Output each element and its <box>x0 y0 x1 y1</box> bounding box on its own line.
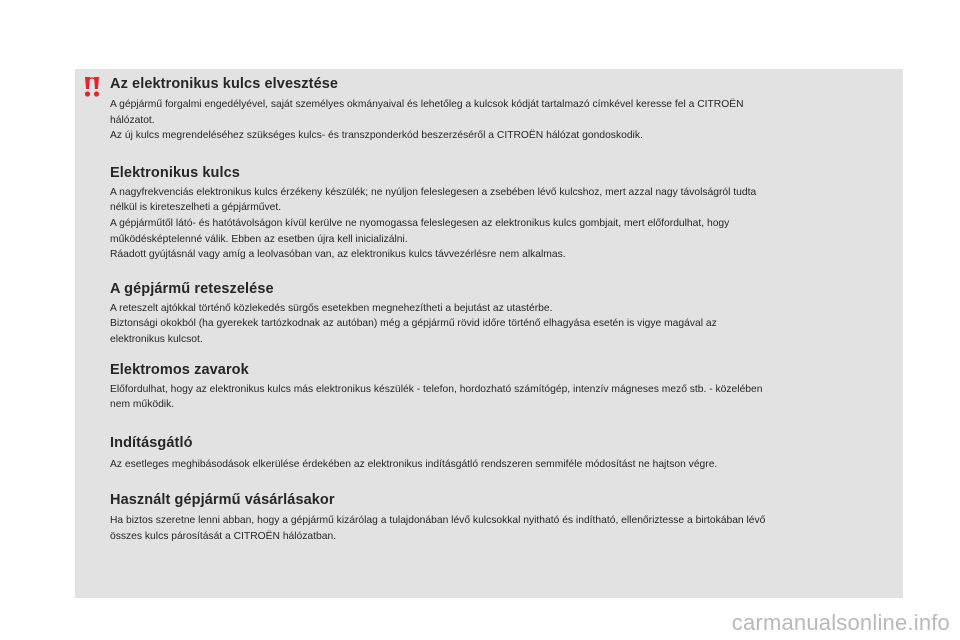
section-title: Elektronikus kulcs <box>110 164 240 181</box>
section-title: Az elektronikus kulcs elvesztése <box>110 76 339 92</box>
paragraph-line: hálózatot. <box>110 114 155 126</box>
paragraph-line: Az új kulcs megrendeléséhez szükséges kulcs- és transzponderkód beszerzéséről a CITROËN hálózat gondoskodik. <box>110 130 643 142</box>
paragraph-line: Előfordulhat, hogy az elektronikus kulcs más elektronikus készülék - telefon, hordozható számítógép, intenzív mágneses mező stb. - közelében <box>110 383 763 395</box>
paragraph-line: Ráadott gyújtásnál vagy amíg a leolvasóban van, az elektronikus kulcs távvezérlésre nem alkalmas. <box>110 249 566 261</box>
section-title: A gépjármű reteszelése <box>110 280 274 297</box>
section-vehicle-locking <box>110 281 900 348</box>
paragraph-line: elektronikus kulcsot. <box>110 333 203 345</box>
paragraph-line: működésképtelenné válik. Ebben az esetben újra kell inicializálni. <box>110 233 408 245</box>
paragraph-line: Biztonsági okokból (ha gyerekek tartózkodnak az autóban) még a gépjármű rövid időre történő elhagyása esetén is vigye magával az <box>110 318 717 330</box>
paragraph-line: összes kulcs párosítását a CITROËN hálózatban. <box>110 530 337 542</box>
paragraph-line: nélkül is kireteszelheti a gépjárművet. <box>110 202 282 214</box>
paragraph-line: Az esetleges meghibásodások elkerülése érdekében az elektronikus indításgátló rendszeren semmiféle módosítást ne hajtson végre. <box>110 458 718 470</box>
section-electrical-interference <box>110 362 900 413</box>
paragraph-line: A nagyfrekvenciás elektronikus kulcs érzékeny készülék; ne nyúljon feleslegesen a zsebében lévő kulcshoz, mert azzal nagy távolságról tudta <box>110 186 757 198</box>
paragraph-line: A gépjárműtől látó- és hatótávolságon kívül kerülve ne nyomogassa feleslegesen az elektronikus kulcs gombjait, mert előfordulhat, hogy <box>110 217 730 229</box>
paragraph-line: nem működik. <box>110 399 175 411</box>
paragraph-line: Ha biztos szeretne lenni abban, hogy a gépjármű kizárólag a tulajdonában lévő kulcsokkal nyitható és indítható, ellenőriztesse a birtokában lévő <box>110 515 766 527</box>
section-title: Indításgátló <box>110 434 193 451</box>
section-used-vehicle <box>110 492 900 544</box>
watermark: carmanualsonline.info <box>731 610 950 635</box>
section-electronic-key <box>110 165 900 263</box>
paragraph-line: A gépjármű forgalmi engedélyével, saját személyes okmányaival és lehetőleg a kulcsok kódját tartalmazó címkével keresse fel a CITROËN <box>110 99 744 110</box>
warning-icon <box>82 77 102 97</box>
section-title: Elektromos zavarok <box>110 361 249 378</box>
document-content <box>110 76 900 545</box>
paragraph-line: A reteszelt ajtókkal történő közlekedés sürgős esetekben megnehezítheti a bejutást az utastérbe. <box>110 302 553 314</box>
section-immobiliser <box>110 435 900 473</box>
section-title: Használt gépjármű vásárlásakor <box>110 492 335 509</box>
section-key-loss <box>110 76 900 144</box>
